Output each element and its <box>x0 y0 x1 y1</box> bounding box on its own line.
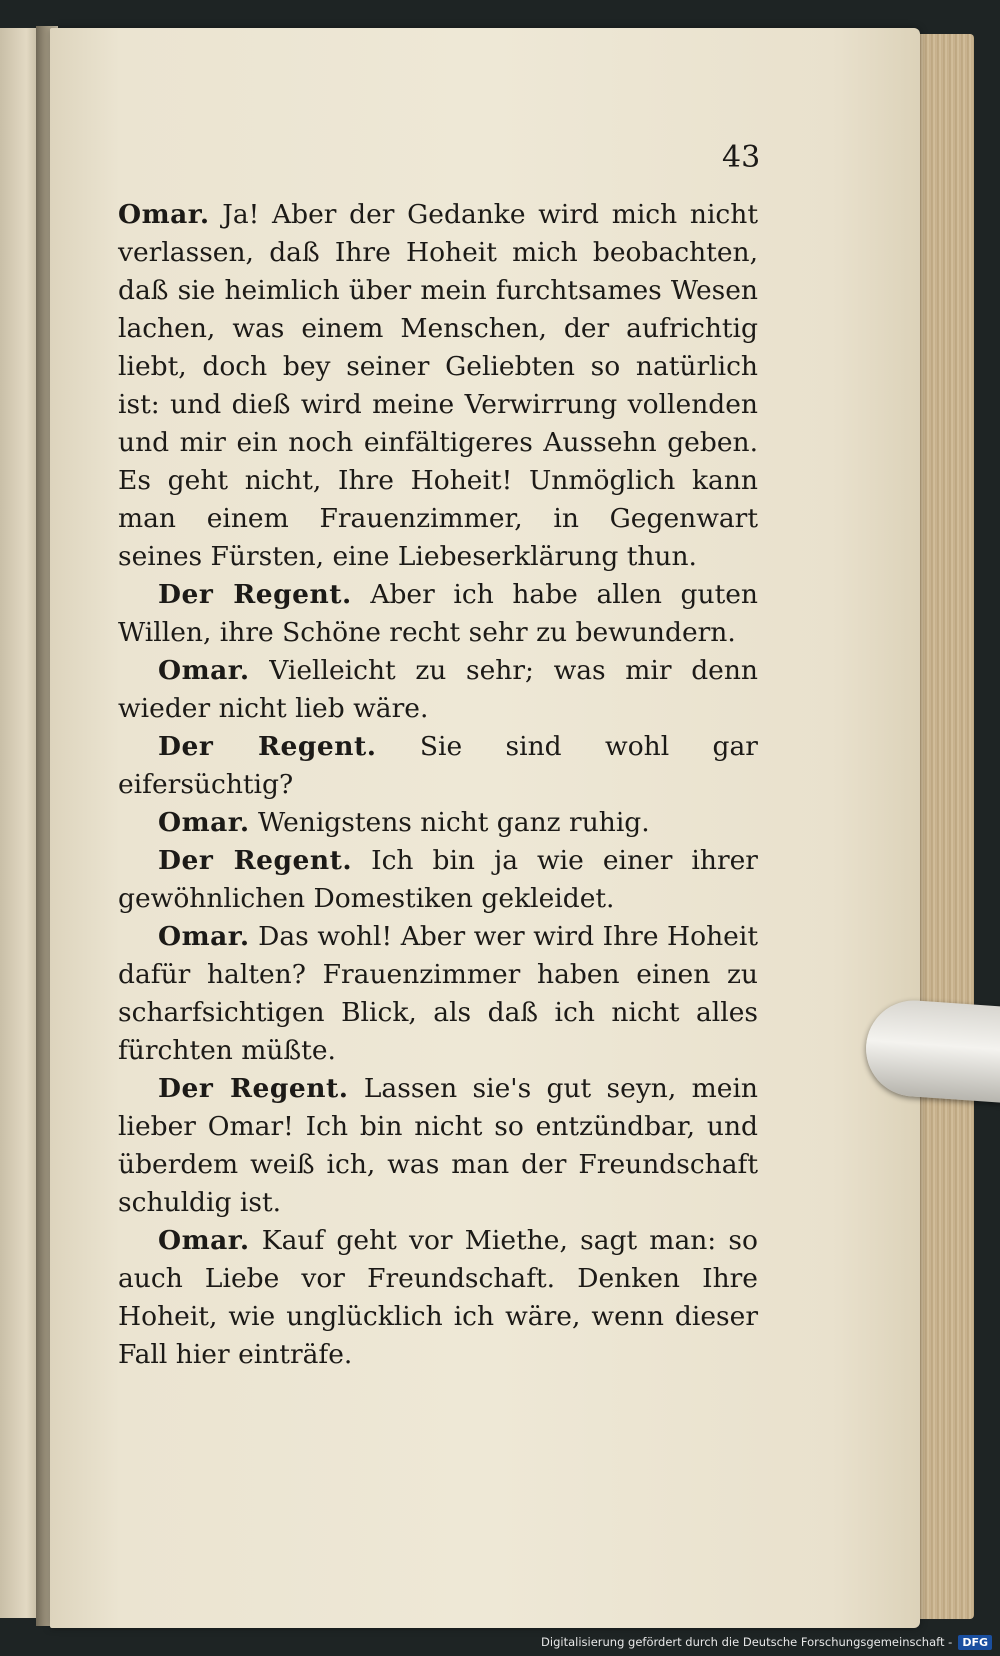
dialogue-text: Kauf geht vor Miethe, sagt man: so auch Liebe vor Freundschaft. Denken Ihre Hoheit, wie unglücklich ich wäre, wenn dieser Fall hier einträfe. <box>118 1225 758 1370</box>
dialogue-paragraph <box>118 918 758 1070</box>
dialogue-paragraph <box>118 576 758 652</box>
dialogue-paragraph <box>118 1070 758 1222</box>
speaker-label: Omar. <box>158 807 250 838</box>
dialogue-paragraph <box>118 728 758 804</box>
dialogue-paragraph <box>118 1222 758 1374</box>
dialogue-text: Wenigstens nicht ganz ruhig. <box>258 807 650 838</box>
dialogue-text: Das wohl! Aber wer wird Ihre Hoheit dafür halten? Frauenzimmer haben einen zu scharfsichtigen Blick, als daß ich nicht alles fürchten müßte. <box>118 921 758 1066</box>
dialogue-text: Lassen sie's gut seyn, mein lieber Omar! Ich bin nicht so entzündbar, und überdem weiß ich, was man der Freundschaft schuldig ist. <box>118 1073 758 1218</box>
speaker-label: Der Regent. <box>158 845 353 876</box>
funding-credit: Digitalisierung gefördert durch die Deutsche Forschungsgemeinschaft - <box>541 1635 953 1649</box>
speaker-label: Der Regent. <box>158 731 377 762</box>
dfg-logo: DFG <box>958 1635 992 1650</box>
dialogue-text: Ich bin ja wie einer ihrer gewöhnlichen Domestiken gekleidet. <box>118 845 758 914</box>
speaker-label: Omar. <box>158 655 250 686</box>
speaker-label: Der Regent. <box>158 1073 349 1104</box>
dialogue-text: Sie sind wohl gar eifersüchtig? <box>118 731 758 800</box>
dialogue-paragraph <box>118 842 758 918</box>
dialogue-paragraph <box>118 196 758 576</box>
dialogue-text: Vielleicht zu sehr; was mir denn wieder nicht lieb wäre. <box>118 655 758 724</box>
page-number: 43 <box>722 140 761 175</box>
dialogue-paragraph <box>118 652 758 728</box>
speaker-label: Omar. <box>158 921 250 952</box>
dialogue-text: Ja! Aber der Gedanke wird mich nicht verlassen, daß Ihre Hoheit mich beobachten, daß sie heimlich über mein furchtsames Wesen lachen, was einem Menschen, der aufrichtig liebt, doch bey seiner Geliebten so natürlich ist: und dieß wird meine Verwirrung vollenden und mir ein noch einfältigeres Aussehn geben. Es geht nicht, Ihre Hoheit! Unmöglich kann man einem Frauenzimmer, in Gegenwart seines Fürsten, eine Liebeserklärung thun. <box>118 199 758 572</box>
speaker-label: Der Regent. <box>158 579 352 610</box>
speaker-label: Omar. <box>158 1225 250 1256</box>
page-fore-edge <box>918 34 974 1619</box>
page-text <box>118 196 758 1374</box>
digitization-footer <box>541 1632 992 1652</box>
dialogue-text: Aber ich habe allen guten Willen, ihre Schöne recht sehr zu bewundern. <box>118 579 758 648</box>
speaker-label: Omar. <box>118 199 210 230</box>
dialogue-paragraph <box>118 804 758 842</box>
